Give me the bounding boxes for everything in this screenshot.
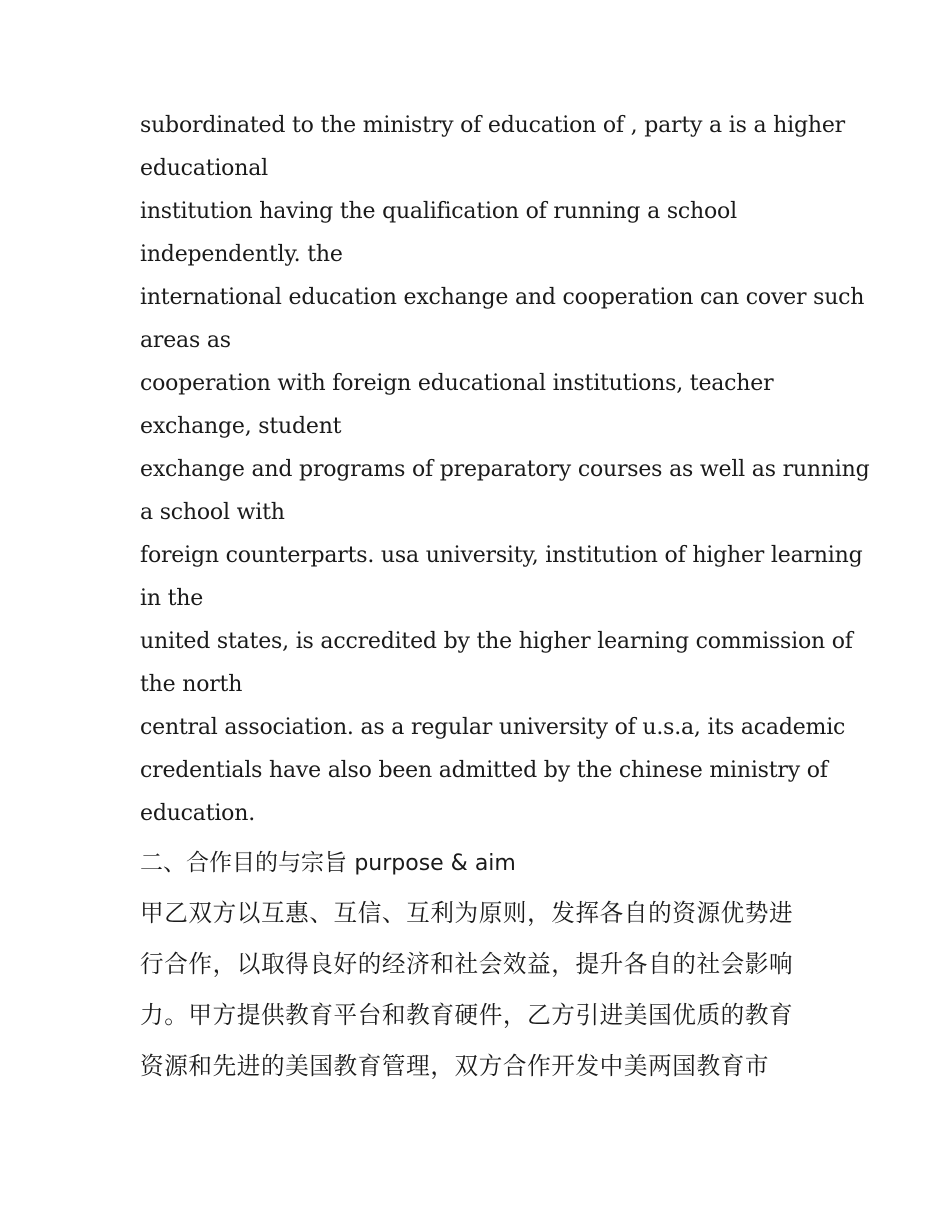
text-line: the north	[140, 672, 243, 697]
text-line: exchange, student	[140, 414, 342, 439]
chinese-paragraph	[140, 888, 830, 1092]
text-line: foreign counterparts. usa university, institution of higher learning	[140, 543, 863, 568]
text-line: exchange and programs of preparatory courses as well as running	[140, 457, 870, 482]
text-line: educational	[140, 156, 268, 181]
text-line: independently. the	[140, 242, 343, 267]
text-line: a school with	[140, 500, 285, 525]
text-line: credentials have also been admitted by the chinese ministry of	[140, 758, 828, 783]
text-line: cooperation with foreign educational institutions, teacher	[140, 371, 774, 396]
text-line: 甲乙双方以互惠、互信、互利为原则，发挥各自的资源优势进	[140, 899, 794, 927]
text-line: 行合作，以取得良好的经济和社会效益，提升各自的社会影响	[140, 950, 794, 978]
text-line: education.	[140, 801, 255, 826]
text-line: areas as	[140, 328, 231, 353]
text-line: united states, is accredited by the higher learning commission of	[140, 629, 853, 654]
section-heading-english: purpose & aim	[354, 851, 516, 876]
text-line: institution having the qualification of running a school	[140, 199, 737, 224]
text-line: 力。甲方提供教育平台和教育硬件，乙方引进美国优质的教育	[140, 1001, 794, 1029]
text-line: 资源和先进的美国教育管理，双方合作开发中美两国教育市	[140, 1052, 770, 1080]
english-paragraph	[140, 104, 870, 835]
text-line: international education exchange and cooperation can cover such	[140, 285, 865, 310]
document-page	[140, 104, 870, 1092]
text-line: in the	[140, 586, 204, 611]
text-line: central association. as a regular university of u.s.a, its academic	[140, 715, 846, 740]
section-heading	[140, 838, 830, 888]
section-heading-chinese: 二、合作目的与宗旨	[140, 850, 347, 876]
text-line: subordinated to the ministry of education of , party a is a higher	[140, 113, 845, 138]
